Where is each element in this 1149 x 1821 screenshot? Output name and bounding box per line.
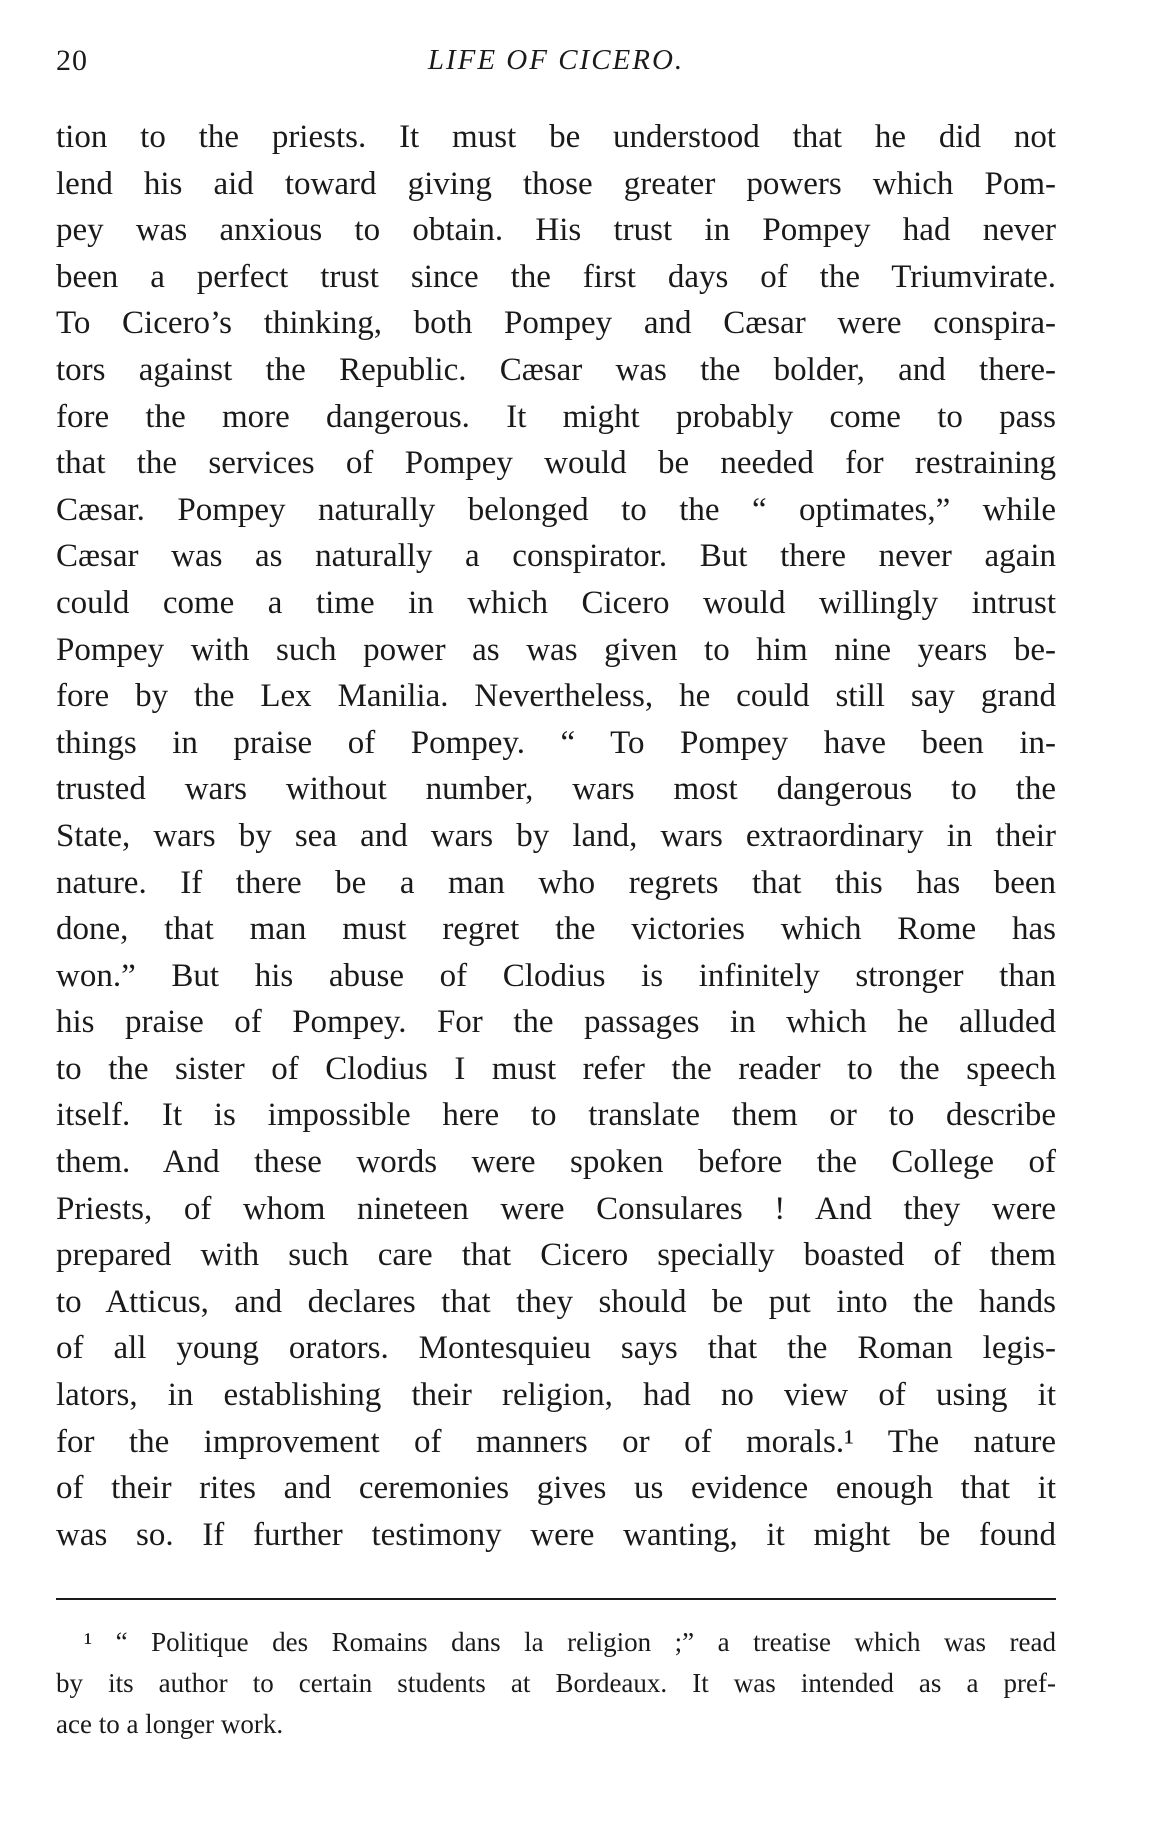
text-line: To Cicero’s thinking, both Pompey and Cæsar were conspira- [56, 305, 1056, 342]
running-title: LIFE OF CICERO. [427, 44, 685, 76]
footnote-line: ¹ “ Politique des Romains dans la religion ;” a treatise which was read [84, 1627, 1056, 1657]
footnote-divider [56, 1598, 1056, 1600]
text-line: of their rites and ceremonies gives us evidence enough that it [56, 1470, 1056, 1507]
text-line: fore by the Lex Manilia. Nevertheless, he could still say grand [56, 678, 1056, 715]
page-number: 20 [56, 44, 88, 77]
text-line: was so. If further testimony were wanting, it might be found [56, 1516, 1056, 1553]
text-line: itself. It is impossible here to translate them or to describe [56, 1097, 1056, 1134]
body-text [56, 114, 1056, 1558]
text-line: Pompey with such power as was given to him nine years be- [56, 631, 1056, 668]
text-line: tors against the Republic. Cæsar was the bolder, and there- [56, 351, 1056, 388]
text-line: them. And these words were spoken before the College of [56, 1144, 1056, 1181]
text-line: Priests, of whom nineteen were Consulares ! And they were [56, 1190, 1056, 1227]
text-line: of all young orators. Montesquieu says that the Roman legis- [56, 1330, 1056, 1367]
text-line: Cæsar was as naturally a conspirator. But there never again [56, 538, 1056, 575]
text-line: done, that man must regret the victories which Rome has [56, 911, 1056, 948]
text-line: been a perfect trust since the first days of the Triumvirate. [56, 258, 1056, 295]
text-line: State, wars by sea and wars by land, wars extraordinary in their [56, 817, 1056, 854]
text-line: lend his aid toward giving those greater powers which Pom- [56, 165, 1056, 202]
text-line: for the improvement of manners or of morals.¹ The nature [56, 1423, 1056, 1460]
text-line: Cæsar. Pompey naturally belonged to the “ optimates,” while [56, 491, 1056, 528]
text-line: to the sister of Clodius I must refer the reader to the speech [56, 1050, 1056, 1087]
text-line: nature. If there be a man who regrets that this has been [56, 864, 1056, 901]
text-line: his praise of Pompey. For the passages in which he alluded [56, 1004, 1056, 1041]
text-line: tion to the priests. It must be understood that he did not [56, 119, 1056, 155]
text-line: prepared with such care that Cicero specially boasted of them [56, 1237, 1056, 1274]
text-line: to Atticus, and declares that they should be put into the hands [56, 1283, 1056, 1320]
footnote [56, 1622, 1056, 1745]
text-line: lators, in establishing their religion, had no view of using it [56, 1377, 1056, 1414]
text-line: that the services of Pompey would be needed for restraining [56, 445, 1056, 482]
text-line: fore the more dangerous. It might probably come to pass [56, 398, 1056, 435]
text-line: trusted wars without number, wars most dangerous to the [56, 771, 1056, 808]
text-line: pey was anxious to obtain. His trust in Pompey had never [56, 212, 1056, 249]
text-line: won.” But his abuse of Clodius is infinitely stronger than [56, 957, 1056, 994]
text-line: could come a time in which Cicero would willingly intrust [56, 584, 1056, 621]
page-header [56, 44, 1056, 84]
footnote-line: by its author to certain students at Bordeaux. It was intended as a pref- [56, 1668, 1056, 1698]
text-line: things in praise of Pompey. “ To Pompey have been in- [56, 724, 1056, 761]
footnote-line: ace to a longer work. [56, 1709, 284, 1739]
